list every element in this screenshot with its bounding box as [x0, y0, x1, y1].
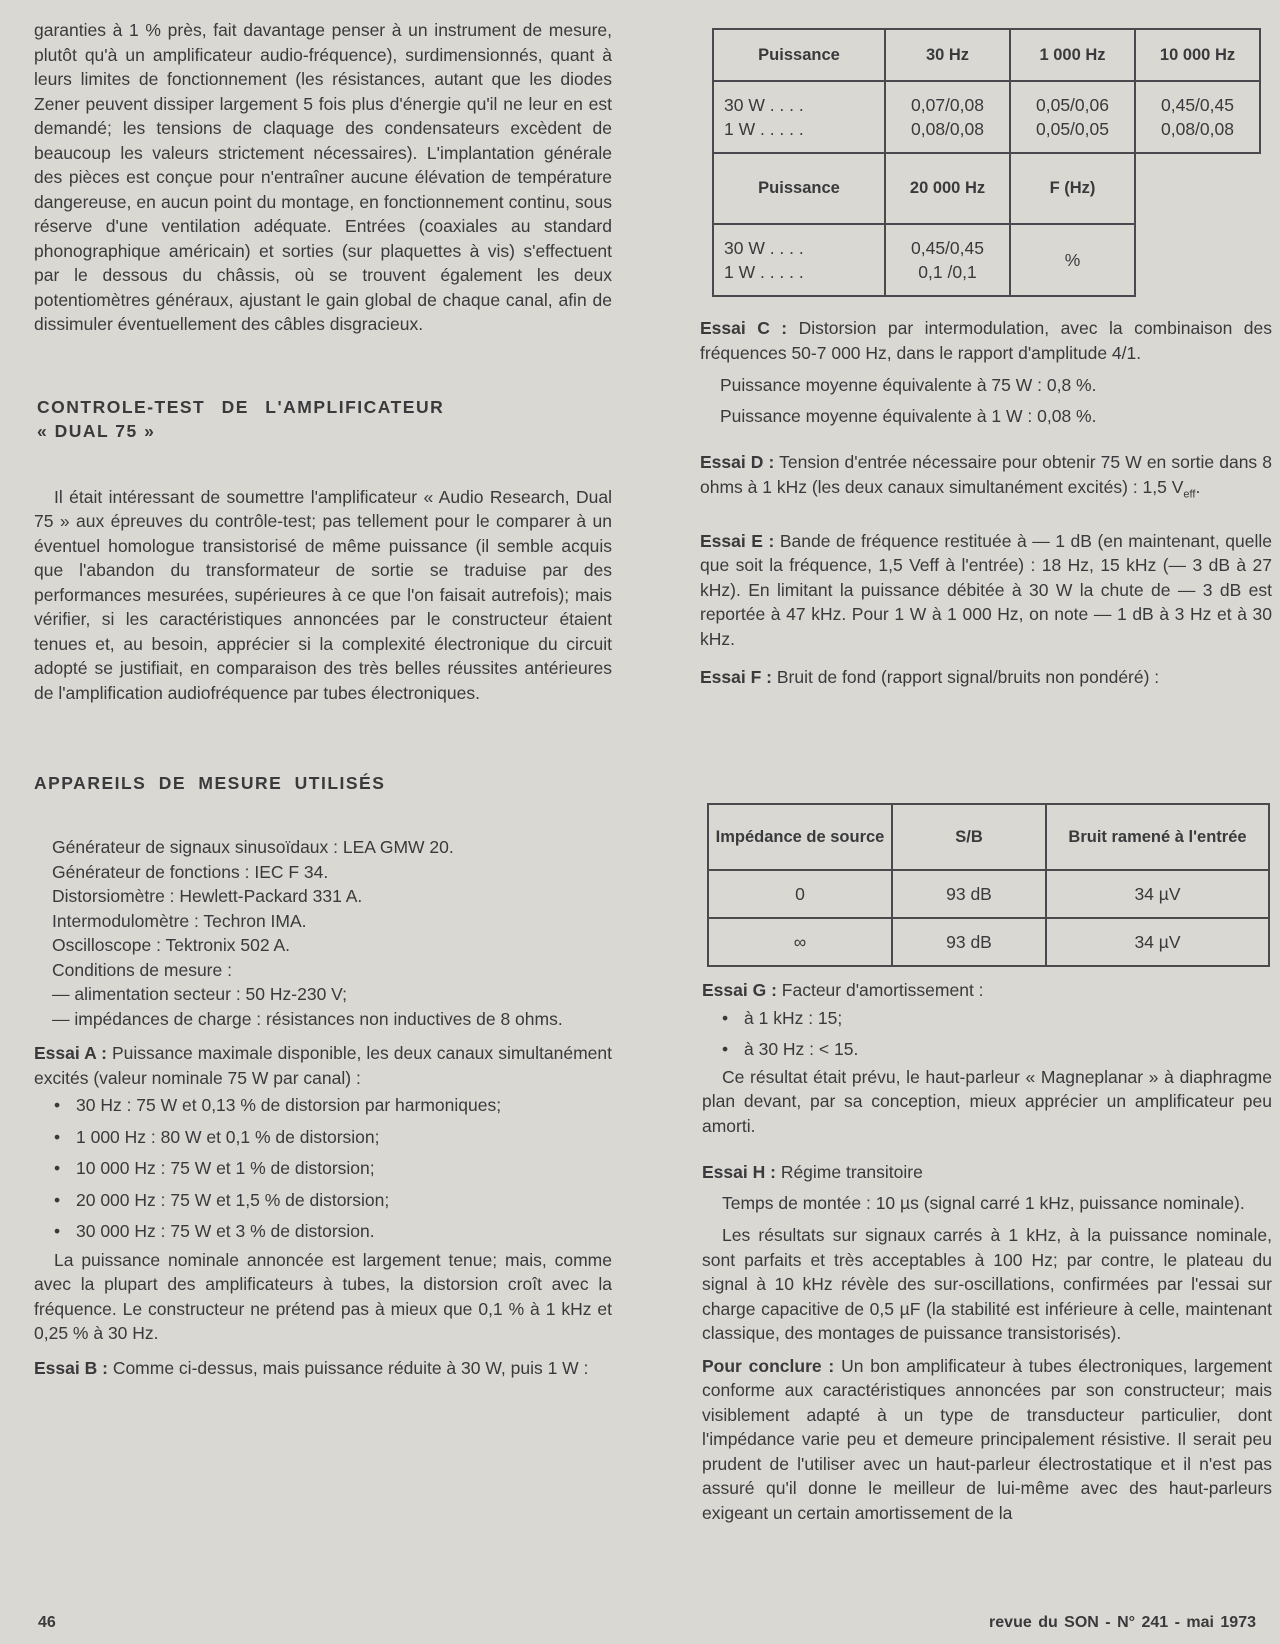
- left-column: [34, 18, 612, 1380]
- conclusion-paragraph: Pour conclure : Un bon amplificateur à tubes électroniques, largement conforme aux caractéristiques annoncées par son constructeur; mais visiblement adapté à un type de transducteur particulier, dont l'impédance varie peu et demeure principalement résistive. Il serait peu prudent de l'utiliser avec un haut-parleur électrostatique et il n'est pas assuré qu'il donne le meilleur de lui-même avec des haut-parleurs exigeant un certain amortissement de la: [702, 1355, 1272, 1523]
- conclusion-label: Pour conclure :: [702, 1355, 835, 1376]
- essai-h-paragraph: Essai H : Régime transitoire: [702, 1162, 923, 1182]
- essai-h-resultats: Les résultats sur signaux carrés à 1 kHz, à la puissance nominale, sont parfaits et très acceptables à 100 Hz; par contre, le plateau du signal à 10 kHz révèle des sur-oscillations, confirmées par l'essai sur charge capacitive de 0,5 µF (la stabilité est inférieure à celle, maintenant classique, des montages de puissance transistorisés).: [702, 1225, 1272, 1343]
- essai-a-paragraph: Essai A : Puissance maximale disponible, les deux canaux simultanément excités (valeur nominale 75 W par canal) :: [34, 1043, 612, 1088]
- essai-a-list: [34, 1090, 612, 1248]
- essai-f-paragraph: Essai F : Bruit de fond (rapport signal/bruits non pondéré) :: [700, 667, 1160, 687]
- table-header: Puissance: [713, 153, 885, 224]
- essai-c-label: Essai C :: [700, 318, 788, 338]
- list-item: — impédances de charge : résistances non inductives de 8 ohms.: [52, 1008, 563, 1029]
- list-item: — alimentation secteur : 50 Hz-230 V;: [52, 984, 348, 1004]
- list-item: • à 30 Hz : < 15.: [702, 1034, 1272, 1065]
- list-item: • 30 Hz : 75 W et 0,13 % de distorsion par harmoniques;: [34, 1090, 612, 1122]
- essai-g-comment: Ce résultat était prévu, le haut-parleur « Magneplanar » à diaphragme plan devant, par sa conception, mieux apprécier un amplificateur peu amorti.: [702, 1066, 1272, 1136]
- essai-c-line: Puissance moyenne équivalente à 1 W : 0,08 %.: [720, 405, 1097, 426]
- table-header: 1 000 Hz: [1010, 29, 1135, 81]
- table-header: Puissance: [713, 29, 885, 81]
- essai-b-paragraph: Essai B : Comme ci-dessus, mais puissance réduite à 30 W, puis 1 W :: [34, 1357, 589, 1378]
- list-item: Générateur de signaux sinusoïdaux : LEA GMW 20.: [52, 837, 454, 857]
- list-item: Distorsiomètre : Hewlett-Packard 331 A.: [52, 886, 363, 906]
- journal-footer: revue du SON - N° 241 - mai 1973: [989, 1614, 1256, 1631]
- essai-g-paragraph: Essai G : Facteur d'amortissement :: [702, 980, 984, 1000]
- essai-b-label: Essai B :: [34, 1357, 108, 1378]
- essai-g-label: Essai G :: [702, 980, 777, 1000]
- section-heading-appareils: APPAREILS DE MESURE UTILISÉS: [34, 773, 386, 793]
- table-row: 30 W . . . . 1 W . . . . . 0,07/0,08 0,08/0,08 0,05/0,06 0,05/0,05 0,45/0,45 0,08/0,08: [713, 81, 1260, 153]
- table-header: Impédance de source: [708, 804, 892, 870]
- noise-table: [707, 803, 1270, 967]
- intro-paragraph: garanties à 1 % près, fait davantage penser à un instrument de mesure, plutôt qu'à un amplificateur audio-fréquence), surdimensionnés, quant à leurs limites de fonctionnement (les résistances, autant que les diodes Zener peuvent dissiper largement 5 fois plus d'énergie qu'il ne leur en est demandé; les tensions de claquage des condensateurs excèdent de beaucoup les valeurs strictement nécessaires). L'implantation générale des pièces est conçue pour n'entraîner aucune élévation de température dangereuse, en aucun point du montage, en fonctionnement continu, sous réserve d'une ventilation adéquate. Entrées (coaxiales au standard phonographique américain) et sorties (sur plaquettes à vis) s'effectuent par le dessous du châssis, où se trouvent également les deux potentiomètres généraux, ajustant le gain global de chaque canal, afin de dissimuler éventuellement des câbles disgracieux.: [34, 20, 612, 334]
- list-item: Oscilloscope : Tektronix 502 A.: [52, 935, 290, 955]
- essai-e-label: Essai E :: [700, 530, 775, 551]
- table-row: 0 93 dB 34 µV: [708, 870, 1269, 918]
- table-header: 30 Hz: [885, 29, 1010, 81]
- list-item: Conditions de mesure :: [52, 959, 232, 980]
- list-item: Intermodulomètre : Techron IMA.: [52, 910, 307, 931]
- right-column-lower: [702, 978, 1272, 1525]
- essai-c-line: Puissance moyenne équivalente à 75 W : 0,8 %.: [720, 375, 1097, 395]
- table-header: Bruit ramené à l'entrée: [1046, 804, 1269, 870]
- essai-h-temps: Temps de montée : 10 µs (signal carré 1 kHz, puissance nominale).: [722, 1192, 1245, 1213]
- essai-d-paragraph: Essai D : Tension d'entrée nécessaire pour obtenir 75 W en sortie dans 8 ohms à 1 kHz (les deux canaux simultanément excités) : 1,5 $V_{eff}$.: [700, 452, 1272, 500]
- essai-e-paragraph: Essai E : Bande de fréquence restituée à — 1 dB (en maintenant, quelle que soit la fréquence, 1,5 Veff à l'entrée) : 18 Hz, 15 kHz (— 3 dB à 27 kHz). En limitant la puissance débitée à 30 W la chute de — 3 dB est reportée à 47 kHz. Pour 1 W à 1 000 Hz, on note — 1 dB à 3 Hz et à 30 kHz.: [700, 530, 1272, 649]
- puissance-paragraph: La puissance nominale annoncée est largement tenue; mais, comme avec la plupart des amplificateurs à tubes, la distorsion croît avec la fréquence. Le constructeur ne prétend pas à mieux que 0,1 % à 1 kHz et 0,25 % à 30 Hz.: [34, 1249, 612, 1343]
- table-header: 20 000 Hz: [885, 153, 1010, 224]
- essai-d-label: Essai D :: [700, 452, 775, 472]
- essai-c-paragraph: Essai C : Distorsion par intermodulation, avec la combinaison des fréquences 50-7 000 Hz, dans le rapport d'amplitude 4/1.: [700, 318, 1272, 363]
- table-row: ∞ 93 dB 34 µV: [708, 918, 1269, 966]
- table-header: 10 000 Hz: [1135, 29, 1260, 81]
- list-item: • 30 000 Hz : 75 W et 3 % de distorsion.: [34, 1216, 612, 1248]
- distortion-table: [712, 28, 1261, 297]
- page-number: 46: [38, 1614, 56, 1631]
- list-item: • 10 000 Hz : 75 W et 1 % de distorsion;: [34, 1153, 612, 1185]
- right-column: [700, 316, 1272, 690]
- list-item: • 1 000 Hz : 80 W et 0,1 % de distorsion;: [34, 1122, 612, 1154]
- unit-cell: %: [1010, 224, 1135, 296]
- section-heading-controle-test: CONTROLE-TEST DE L'AMPLIFICATEUR « DUAL 75 »: [37, 396, 445, 441]
- list-item: • 20 000 Hz : 75 W et 1,5 % de distorsion;: [34, 1185, 612, 1217]
- essai-f-label: Essai F :: [700, 667, 772, 687]
- list-item: Générateur de fonctions : IEC F 34.: [52, 861, 329, 882]
- table-header: S/B: [892, 804, 1046, 870]
- essai-g-list: [702, 1003, 1272, 1065]
- equipment-list: [34, 835, 612, 1031]
- table-row: 30 W . . . . 1 W . . . . . 0,45/0,45 0,1 /0,1 %: [713, 224, 1260, 296]
- table-header: F (Hz): [1010, 153, 1135, 224]
- essai-a-label: Essai A :: [34, 1043, 107, 1063]
- essai-h-label: Essai H :: [702, 1162, 776, 1182]
- controle-test-paragraph: Il était intéressant de soumettre l'amplificateur « Audio Research, Dual 75 » aux épreuves du contrôle-test; pas tellement pour le comparer à un éventuel homologue transistorisé de même puissance (il semble acquis que l'abandon du transformateur de sortie se traduise par des performances mesurées, supérieures à ce que l'on faisait autrefois); mais vérifier, si les caractéristiques annoncées par le constructeur étaient tenues et, au besoin, apprécier si la complexité électronique du circuit adopté se justifiait, en comparaison des très belles réussites antérieures de l'amplification audiofréquence par tubes électroniques.: [34, 486, 612, 703]
- list-item: • à 1 kHz : 15;: [702, 1003, 1272, 1034]
